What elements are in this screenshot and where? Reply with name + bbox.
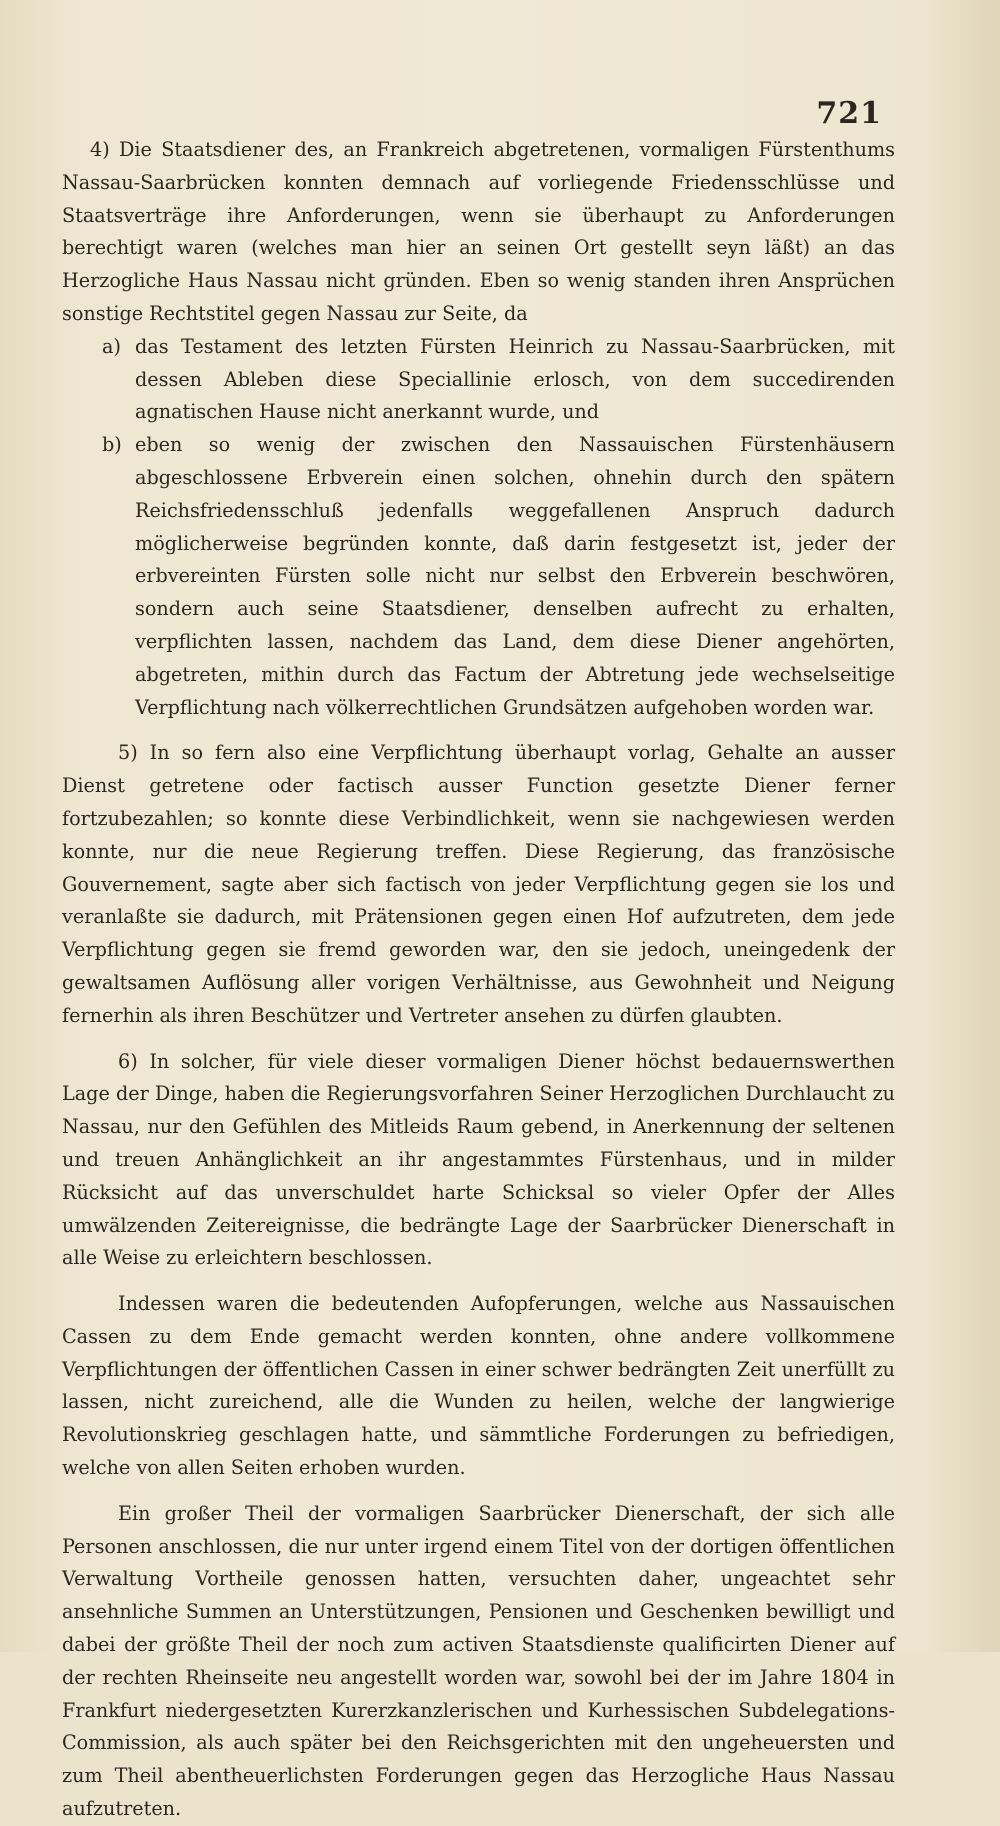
paragraph-8: Ein großer Theil der vormaligen Saarbrücker Dienerschaft, der sich alle Personen anschlossen, die nur unter irgend einem Titel von der dortigen öffentlichen Verwaltung Vortheile genossen hatten, versuchten daher, ungeachtet sehr ansehnliche Summen an Unterstützungen, Pensionen und Geschenken bewilligt und dabei der größte Theil der noch zum activen Staatsdienste qualificirten Diener auf der rechten Rheinseite neu angestellt worden war, sowohl bei der im Jahre 1804 in Frankfurt niedergesetzten Kurerzkanzlerischen und Kurhessischen Subdelegations-Commission, als auch später bei den Reichsgerichten mit den ungeheuersten und zum Theil abentheuerlichsten Forderungen gegen das Herzogliche Haus Nassau aufzutreten. [62,1501,895,1821]
paragraph-5: 5) In so fern also eine Verpflichtung überhaupt vorlag, Gehalte an ausser Dienst getretene oder factisch ausser Function gesetzte Diener ferner fortzubezahlen; so konnte diese Verbindlichkeit, wenn sie nachgewiesen werden konnte, nur die neue Regierung treffen. Diese Regierung, das französische Gouvernement, sagte aber sich factisch von jeder Verpflichtung gegen sie los und veranlaßte sie dadurch, mit Prätensionen gegen einen Hof aufzutreten, dem jede Verpflichtung gegen sie fremd geworden war, den sie jedoch, uneingedenk der gewaltsamen Auflösung aller vorigen Verhältnisse, aus Gewohnheit und Neigung fernerhin als ihren Beschützer und Vertreter ansehen zu dürfen glaubten. [62,741,895,1027]
page-body [62,134,895,1826]
paragraph-4: 4) Die Staatsdiener des, an Frankreich abgetretenen, vormaligen Fürstenthums Nassau-Saarbrücken konnten demnach auf vorliegende Friedensschlüsse und Staatsverträge ihre Anforderungen, wenn sie überhaupt zu Anforderungen berechtigt waren (welches man hier an seinen Ort gestellt seyn läßt) an das Herzogliche Haus Nassau nicht gründen. Eben so wenig standen ihren Ansprüchen sonstige Rechtstitel gegen Nassau zur Seite, da [62,138,895,325]
paragraph-7: Indessen waren die bedeutenden Aufopferungen, welche aus Nassauischen Cassen zu dem Ende gemacht werden konnten, ohne andere vollkommene Verpflichtungen der öffentlichen Cassen in einer schwer bedrängten Zeit unerfüllt zu lassen, nicht zureichend, alle die Wunden zu heilen, welche der langwierige Revolutionskrieg geschlagen hatte, und sämmtliche Forderungen zu befriedigen, welche von allen Seiten erhoben wurden. [62,1292,895,1480]
list-item-label: b) [102,433,122,457]
list-item-b [62,429,895,724]
page-number: 721 [816,96,882,131]
list-item-a [62,331,895,429]
list-item-label: a) [102,334,121,358]
list-item-text: das Testament des letzten Fürsten Heinrich zu Nassau-Saarbrücken, mit dessen Ableben diese Speciallinie erlosch, von dem succedirenden agnatischen Hause nicht anerkannt wurde, und [135,334,895,424]
list-item-text: eben so wenig der zwischen den Nassauischen Fürstenhäusern abgeschlossene Erbverein einen solchen, ohnehin durch den spätern Reichsfriedensschluß jedenfalls weggefallenen Anspruch dadurch möglicherweise begründen konnte, daß darin festgesetzt ist, jeder der erbvereinten Fürsten solle nicht nur selbst den Erbverein beschwören, sondern auch seine Staatsdiener, denselben aufrecht zu erhalten, verpflichten lassen, nachdem das Land, dem diese Diener angehörten, abgetreten, mithin durch das Factum der Abtretung jede wechselseitige Verpflichtung nach völkerrechtlichen Grundsätzen aufgehoben worden war. [135,433,895,719]
paragraph-6: 6) In solcher, für viele dieser vormaligen Diener höchst bedauernswerthen Lage der Dinge, haben die Regierungsvorfahren Seiner Herzoglichen Durchlaucht zu Nassau, nur den Gefühlen des Mitleids Raum gebend, in Anerkennung der seltenen und treuen Anhänglichkeit an ihr angestammtes Fürstenhaus, und in milder Rücksicht auf das unverschuldet harte Schicksal so vieler Opfer der Alles umwälzenden Zeitereignisse, die bedrängte Lage der Saarbrücker Dienerschaft in alle Weise zu erleichtern beschlossen. [62,1049,895,1270]
